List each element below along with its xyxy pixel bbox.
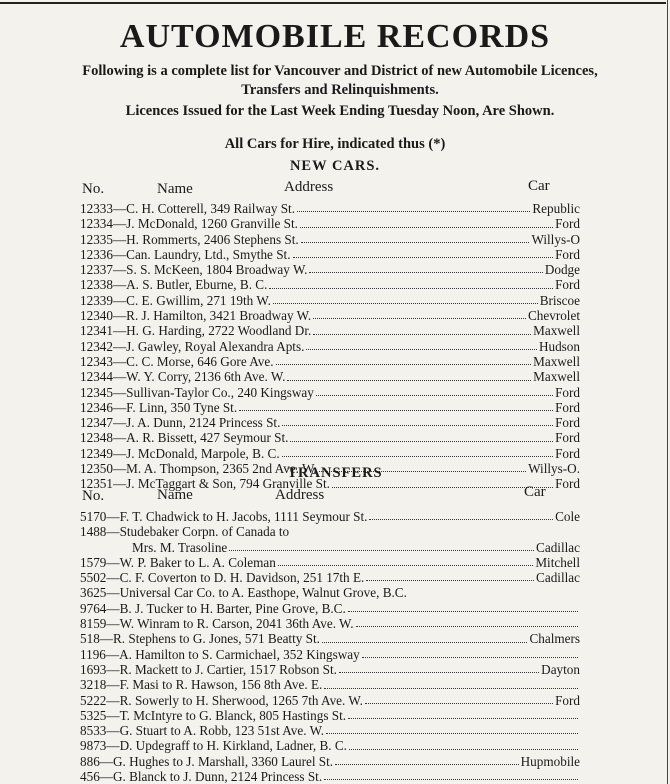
transfers-row	[80, 708, 580, 723]
dot-leader	[301, 241, 530, 243]
new_cars-row	[80, 354, 580, 369]
new_cars-row	[80, 216, 580, 231]
transfers-header-no: No.	[82, 488, 105, 504]
dot-leader	[362, 656, 578, 658]
owner-address: W. P. Baker to L. A. Coleman	[119, 554, 276, 570]
owner-address: C. E. Gwillim, 271 19th W.	[126, 292, 271, 308]
owner-address: S. S. McKeen, 1804 Broadway W.	[126, 262, 308, 278]
dash-separator: —	[112, 369, 127, 385]
transfers-row	[80, 555, 580, 570]
dash-separator: —	[112, 384, 127, 400]
dash-separator: —	[106, 554, 120, 570]
licence-number: 12336	[80, 246, 113, 262]
intro-paragraph-2: Licences Issued for the Last Week Ending Tuesday Noon, Are Shown.	[125, 103, 555, 119]
dash-separator: —	[112, 262, 127, 278]
dash-separator: —	[112, 399, 127, 415]
owner-address: G. Hughes to J. Marshall, 3360 Laurel St.	[112, 753, 334, 769]
dash-separator: —	[112, 231, 127, 247]
car-make: Ford	[555, 216, 580, 232]
new_cars-row	[80, 369, 580, 384]
licence-number: 5222	[80, 692, 107, 708]
licence-number: 12334	[80, 216, 113, 232]
dash-separator: —	[112, 277, 127, 293]
owner-address: Studebaker Corpn. of Canada to	[119, 524, 290, 540]
owner-address: Universal Car Co. to A. Easthope, Walnut Grove, B.C.	[119, 585, 407, 601]
licence-number: 12340	[80, 308, 113, 324]
dot-leader	[282, 424, 553, 426]
licence-number: 1579	[80, 554, 107, 570]
dash-separator: —	[112, 476, 127, 492]
transfers-row	[80, 662, 580, 677]
owner-address: J. Gawley, Royal Alexandra Apts.	[126, 338, 305, 354]
new_cars-row	[80, 308, 580, 323]
new-cars-title: NEW CARS.	[289, 158, 381, 174]
new-cars-list	[80, 201, 580, 492]
dash-separator: —	[112, 246, 127, 262]
transfers-row	[80, 570, 580, 585]
dot-leader	[348, 717, 578, 719]
new_cars-row	[80, 446, 580, 461]
dot-leader	[269, 287, 553, 289]
licence-number: 5170	[80, 509, 107, 524]
dash-separator: —	[106, 616, 120, 632]
dash-separator: —	[106, 723, 120, 739]
new_cars-row	[80, 293, 580, 308]
dash-separator: —	[106, 661, 120, 677]
owner-address: C. F. Coverton to D. H. Davidson, 251 17th E.	[119, 570, 365, 586]
transfers-list	[80, 509, 580, 784]
owner-address: W. Y. Corry, 2136 6th Ave. W.	[126, 369, 286, 385]
new_cars-row	[80, 415, 580, 430]
new_cars-row	[80, 339, 580, 354]
licence-number: 1488	[80, 524, 107, 540]
car-make: Ford	[555, 246, 580, 262]
owner-address: T. McIntyre to G. Blanck, 805 Hastings St.	[119, 707, 347, 723]
transfers-row	[80, 616, 580, 631]
dot-leader	[332, 486, 553, 488]
dash-separator: —	[112, 201, 127, 216]
dash-separator: —	[99, 769, 113, 784]
owner-address: Sullivan-Taylor Co., 240 Kingsway	[126, 384, 314, 400]
dash-separator: —	[106, 524, 120, 540]
owner-address: R. J. Hamilton, 3421 Broadway W.	[126, 308, 312, 324]
licence-number: 12351	[80, 476, 113, 492]
owner-address: D. Updegraff to H. Kirkland, Ladner, B. C.	[119, 738, 347, 754]
car-make: Maxwell	[533, 369, 580, 385]
car-make: Maxwell	[533, 323, 580, 339]
licence-number: 12338	[80, 277, 113, 293]
licence-number: 456	[80, 769, 100, 784]
dot-leader	[273, 302, 538, 304]
dot-leader	[335, 763, 519, 765]
car-make: Briscoe	[539, 292, 580, 308]
licence-number: 12333	[80, 201, 113, 216]
owner-address: F. T. Chadwick to H. Jacobs, 1111 Seymour St.	[119, 509, 368, 524]
car-make: Ford	[555, 399, 580, 415]
owner-address: C. C. Morse, 646 Gore Ave.	[126, 353, 274, 369]
new_cars-row	[80, 385, 580, 400]
owner-address: J. McDonald, 1260 Granville St.	[126, 216, 298, 232]
licence-number: 9764	[80, 600, 107, 616]
transfers-row	[80, 723, 580, 738]
licence-number: 12341	[80, 323, 113, 339]
licence-number: 12345	[80, 384, 113, 400]
dash-separator: —	[112, 430, 127, 446]
licence-number: 12349	[80, 445, 113, 461]
dot-leader	[282, 455, 553, 457]
dot-leader	[313, 317, 526, 319]
owner-address: J. McDonald, Marpole, B. C.	[126, 445, 280, 461]
page-title: AUTOMOBILE RECORDS	[119, 18, 551, 55]
dot-leader	[297, 210, 530, 212]
car-make: Willys-O	[531, 231, 580, 247]
owner-address: H. Rommerts, 2406 Stephens St.	[126, 231, 299, 247]
licence-number: 12337	[80, 262, 113, 278]
licence-number: 9873	[80, 738, 107, 754]
dot-leader	[290, 440, 553, 442]
transfers-header-name: Name	[157, 487, 193, 503]
dash-separator: —	[112, 323, 127, 339]
dot-leader	[313, 333, 531, 335]
intro-paragraph-1: Following is a complete list for Vancouver and District of new Automobile Licences, Transfers and Relinquishments.	[82, 63, 598, 98]
dot-leader	[229, 549, 534, 551]
licence-number: 518	[80, 631, 100, 647]
car-make: Cadillac	[536, 570, 580, 586]
owner-address: R. Sowerly to H. Sherwood, 1265 7th Ave. W.	[119, 692, 363, 708]
car-make: Dayton	[541, 661, 580, 677]
dash-separator: —	[106, 692, 120, 708]
car-make: Cole	[555, 509, 580, 524]
owner-address: B. J. Tucker to H. Barter, Pine Grove, B.C.	[119, 600, 346, 616]
dot-leader	[339, 671, 539, 673]
car-make: Hudson	[538, 338, 580, 354]
car-make: Ford	[555, 384, 580, 400]
dash-separator: —	[106, 585, 120, 601]
dash-separator: —	[106, 707, 120, 723]
licence-number: 12346	[80, 399, 113, 415]
licence-number: 12342	[80, 338, 113, 354]
owner-address: C. H. Cotterell, 349 Railway St.	[126, 201, 296, 216]
dot-leader	[278, 564, 533, 566]
transfers-title: TRANSFERS	[287, 465, 383, 481]
dot-leader	[309, 271, 542, 273]
new_cars-row	[80, 247, 580, 262]
licence-number: 12347	[80, 415, 113, 431]
transfers-row	[80, 647, 580, 662]
owner-address: W. Winram to R. Carson, 2041 36th Ave. W.	[119, 616, 354, 632]
dot-leader	[348, 610, 578, 612]
car-make: Chalmers	[529, 631, 580, 647]
car-make: Republic	[532, 201, 580, 216]
car-make: Ford	[555, 277, 580, 293]
licence-number: 12348	[80, 430, 113, 446]
new_cars-row	[80, 400, 580, 415]
car-make: Ford	[555, 476, 580, 492]
licence-number: 3625	[80, 585, 107, 601]
transfers-header-address: Address	[275, 487, 325, 503]
owner-address: G. Blanck to J. Dunn, 2124 Princess St.	[112, 769, 323, 784]
dash-separator: —	[112, 461, 127, 477]
dot-leader	[300, 226, 553, 228]
dot-leader	[316, 394, 553, 396]
licence-number: 5325	[80, 707, 107, 723]
dot-leader	[276, 363, 532, 365]
transfers-row	[80, 601, 580, 616]
new_cars-row	[80, 323, 580, 338]
owner-address: J. McTaggart & Son, 794 Granville St.	[126, 476, 330, 492]
owner-address: R. Mackett to J. Cartier, 1517 Robson St.	[119, 661, 337, 677]
new-cars-header-car: Car	[528, 178, 550, 194]
dash-separator: —	[112, 445, 127, 461]
dash-separator: —	[105, 646, 120, 662]
licence-number: 12350	[80, 461, 113, 477]
transfers-row	[80, 754, 580, 769]
licence-number: 1693	[80, 661, 107, 677]
dash-separator: —	[99, 631, 113, 647]
new-cars-header-address: Address	[284, 179, 334, 195]
owner-address: A. Hamilton to S. Carmichael, 352 Kingsway	[119, 646, 360, 662]
transfers-row	[80, 769, 580, 784]
owner-address: G. Stuart to A. Robb, 123 51st Ave. W.	[119, 723, 325, 739]
owner-address: A. S. Butler, Eburne, B. C.	[126, 277, 268, 293]
dash-separator: —	[106, 677, 120, 693]
car-make: Ford	[555, 430, 580, 446]
licence-number: 1196	[80, 646, 106, 662]
licence-number: 12344	[80, 369, 113, 385]
dot-leader	[356, 625, 578, 627]
new_cars-row	[80, 430, 580, 445]
dash-separator: —	[99, 753, 113, 769]
dot-leader	[349, 748, 578, 750]
dash-separator: —	[112, 353, 127, 369]
owner-address: M. A. Thompson, 2365 2nd Ave. W.	[126, 461, 317, 477]
car-make: Willys-O.	[528, 461, 580, 477]
car-make: Ford	[555, 445, 580, 461]
licence-number: 8533	[80, 723, 107, 739]
transfers-row	[80, 540, 580, 555]
dash-separator: —	[112, 292, 127, 308]
new_cars-row	[80, 262, 580, 277]
licence-number: 886	[80, 753, 100, 769]
dash-separator: —	[106, 570, 120, 586]
owner-address: F. Masi to R. Hawson, 156 8th Ave. E.	[119, 677, 323, 693]
new_cars-row	[80, 201, 580, 216]
transfers-row	[80, 693, 580, 708]
transfers-row	[80, 677, 580, 692]
dot-leader	[239, 409, 553, 411]
dot-leader	[326, 732, 578, 734]
licence-number: 12339	[80, 292, 113, 308]
owner-address: Mrs. M. Trasoline	[132, 539, 228, 555]
car-make: Mitchell	[535, 554, 580, 570]
dash-separator: —	[106, 600, 120, 616]
car-make: Chevrolet	[527, 308, 580, 324]
car-make: Ford	[555, 415, 580, 431]
car-make: Maxwell	[533, 353, 580, 369]
transfers-row	[80, 524, 580, 539]
owner-address: J. A. Dunn, 2124 Princess St.	[126, 415, 281, 431]
new-cars-header-name: Name	[157, 181, 193, 197]
intro-text	[60, 62, 620, 121]
dash-separator: —	[106, 509, 120, 524]
new-cars-header-no: No.	[82, 181, 105, 197]
new_cars-row	[80, 277, 580, 292]
dot-leader	[324, 687, 578, 689]
dash-separator: —	[112, 216, 127, 232]
transfers-row	[80, 509, 580, 524]
owner-address: Can. Laundry, Ltd., Smythe St.	[126, 246, 291, 262]
owner-address: F. Linn, 350 Tyne St.	[126, 399, 238, 415]
new_cars-row	[80, 232, 580, 247]
car-make: Hupmobile	[520, 753, 580, 769]
dot-leader	[369, 518, 553, 520]
licence-number: 3218	[80, 677, 107, 693]
car-make: Cadillac	[536, 539, 580, 555]
dot-leader	[324, 778, 578, 780]
dot-leader	[293, 256, 554, 258]
owner-address: R. Stephens to G. Jones, 571 Beatty St.	[112, 631, 320, 647]
hire-note: All Cars for Hire, indicated thus (*)	[224, 136, 446, 152]
top-rule	[0, 2, 666, 4]
transfers-header-car: Car	[524, 484, 546, 500]
car-make: Ford	[555, 692, 580, 708]
owner-address: H. G. Harding, 2722 Woodland Dr.	[126, 323, 312, 339]
car-make: Dodge	[544, 262, 580, 278]
owner-address: A. R. Bissett, 427 Seymour St.	[126, 430, 289, 446]
licence-number: 12343	[80, 353, 113, 369]
right-rule	[667, 0, 668, 784]
dash-separator: —	[112, 415, 127, 431]
licence-number: 8159	[80, 616, 107, 632]
dot-leader	[306, 348, 537, 350]
dot-leader	[365, 702, 553, 704]
dash-separator: —	[112, 308, 127, 324]
licence-number: 12335	[80, 231, 113, 247]
dot-leader	[287, 379, 531, 381]
dot-leader	[366, 579, 534, 581]
dot-leader	[322, 641, 528, 643]
licence-number: 5502	[80, 570, 107, 586]
dash-separator: —	[112, 338, 127, 354]
dash-separator: —	[106, 738, 120, 754]
transfers-row	[80, 585, 580, 600]
transfers-row	[80, 738, 580, 753]
transfers-row	[80, 631, 580, 646]
